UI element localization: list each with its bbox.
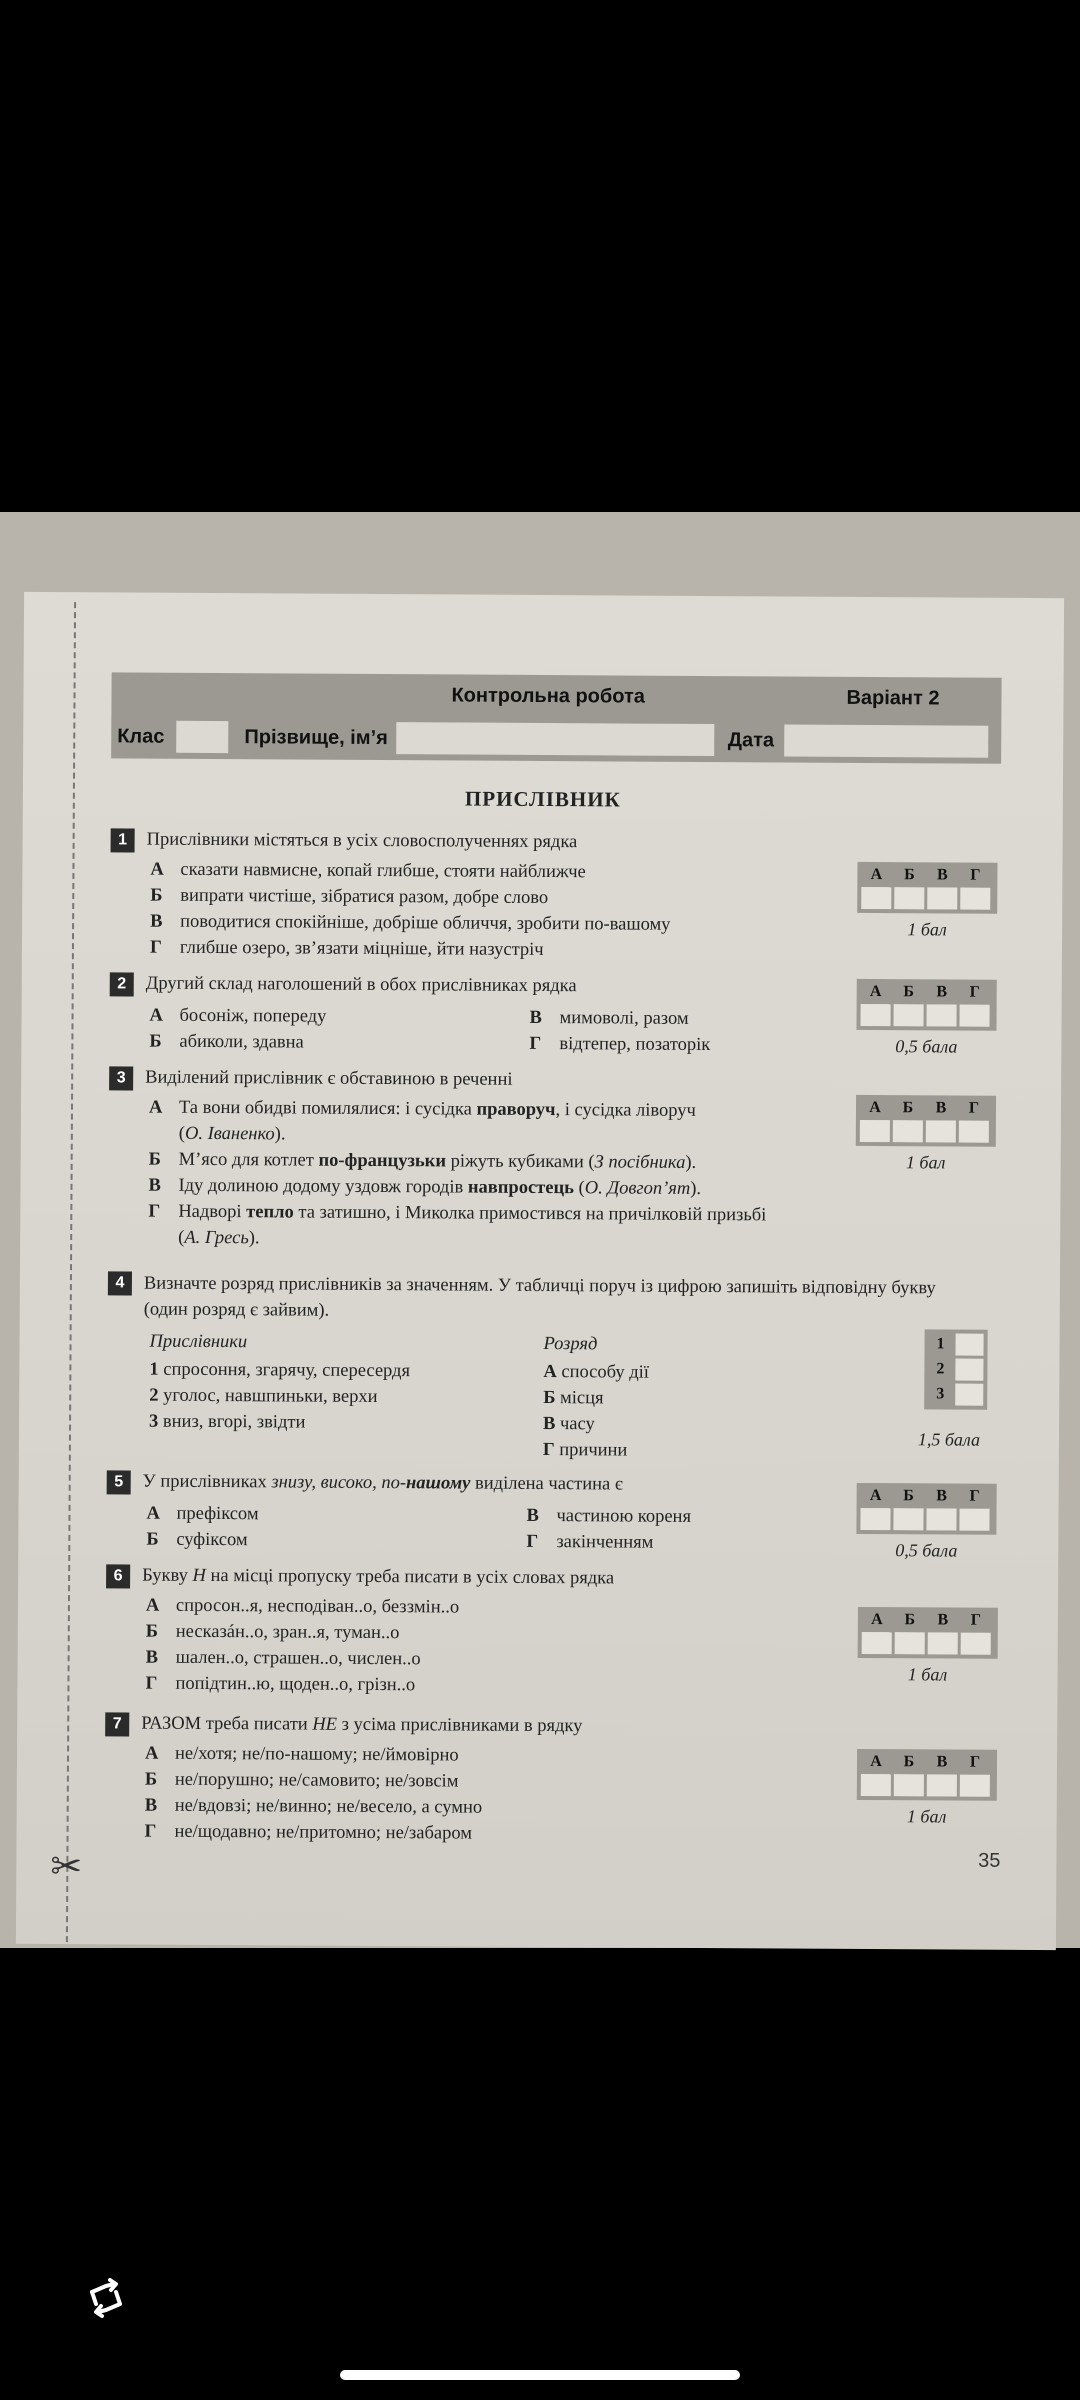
score-label: 1 бал bbox=[907, 1664, 948, 1685]
answer-cell[interactable] bbox=[894, 1004, 924, 1026]
answer-cell[interactable] bbox=[960, 888, 990, 910]
answer-box-7: А Б В Г 1 бал bbox=[857, 1749, 997, 1828]
option: Б абиколи, здавна bbox=[149, 1031, 304, 1053]
score-label: 0,5 бала bbox=[895, 1036, 958, 1057]
header-fields-row bbox=[117, 720, 988, 757]
match-cell[interactable] bbox=[955, 1334, 983, 1356]
score-label: 1 бал bbox=[906, 1806, 947, 1827]
matching-category: Б місця bbox=[543, 1388, 604, 1409]
option: В частиною кореня bbox=[526, 1505, 692, 1527]
score-label: 0,5 бала bbox=[895, 1540, 958, 1561]
option: В Іду долиною додому уздовж городів навпростець (О. Довгоп’ят). bbox=[148, 1175, 702, 1199]
header-variant: Варіант 2 bbox=[846, 686, 940, 710]
answer-cell[interactable] bbox=[927, 1774, 957, 1796]
answer-cell[interactable] bbox=[895, 1632, 925, 1654]
answer-cell[interactable] bbox=[961, 1633, 991, 1655]
option: Г відтепер, позаторік bbox=[529, 1033, 711, 1056]
worksheet-page bbox=[16, 592, 1064, 1950]
question-text: Визначте розряд прислівників за значенням. У табличці поруч із цифрою запишіть відповідну букву (один розряд є зайвим). bbox=[143, 1273, 936, 1321]
option: Г не/щодавно; не/притомно; не/забаром bbox=[144, 1821, 473, 1844]
name-field[interactable] bbox=[396, 722, 714, 756]
option: А префіксом bbox=[146, 1503, 259, 1525]
answer-cell[interactable] bbox=[927, 887, 957, 909]
option: Б не/порушно; не/самовито; не/зовсім bbox=[144, 1769, 459, 1792]
scissors-icon: ✂ bbox=[50, 1844, 83, 1889]
question-text: Букву Н на місці пропуску треба писати в усіх словах рядка bbox=[142, 1565, 615, 1589]
answer-box-3: А Б В Г 1 бал bbox=[856, 1095, 996, 1174]
score-label: 1 бал bbox=[907, 919, 947, 940]
question-1 bbox=[110, 826, 881, 965]
option: А не/хотя; не/по-нашому; не/ймовірно bbox=[144, 1743, 459, 1766]
option: Г глибше озеро, зв’язати міцніше, йти назустріч bbox=[149, 937, 544, 961]
right-column-header: Розряд bbox=[543, 1334, 598, 1355]
match-cell[interactable] bbox=[955, 1384, 983, 1406]
question-text: Прислівники містяться в усіх словосполученнях рядка bbox=[146, 829, 578, 853]
answer-cell[interactable] bbox=[894, 1774, 924, 1796]
answer-box-2: А Б В Г 0,5 бала bbox=[856, 979, 996, 1058]
answer-cell[interactable] bbox=[959, 1509, 989, 1531]
question-number: 1 bbox=[111, 828, 135, 852]
rotate-icon[interactable] bbox=[84, 2278, 128, 2318]
option: Б несказáн..о, зран..я, туман..о bbox=[145, 1621, 400, 1644]
page-number: 35 bbox=[978, 1849, 1001, 1872]
matching-item: 1 спросоння, згарячу, спересердя bbox=[149, 1359, 411, 1382]
answer-cell[interactable] bbox=[861, 1774, 891, 1796]
question-3: 3 Виділений прислівник є обставиною в реченні А Та вони обидві помилялися: і сусідка праворуч, і сусідка ліворуч (О. Іваненко). Б М’ясо для котлет по-французьки ріжуть кубиками (З посібника). В Іду долиною додому уздовж городів навпростець (О. Довгоп’ят). Г Надворі тепло та затишно, і Миколка примостився на причілковій призьбі (А. Гресь). bbox=[108, 1064, 879, 1255]
score-label: 1,5 бала bbox=[917, 1429, 981, 1450]
option: Б суфіксом bbox=[146, 1529, 248, 1551]
matching-category: В часу bbox=[543, 1414, 595, 1435]
question-text: Другий склад наголошений в обох прислівниках рядка bbox=[145, 973, 577, 997]
matching-item: 2 уголос, навшпиньки, верхи bbox=[149, 1385, 378, 1408]
option: А сказати навмисне, копай глибше, стояти найближче bbox=[150, 859, 586, 883]
answer-cell[interactable] bbox=[960, 1775, 990, 1797]
class-label: Клас bbox=[117, 724, 165, 748]
left-column-header: Прислівники bbox=[149, 1331, 248, 1353]
option: А босоніж, попереду bbox=[149, 1005, 327, 1027]
header-box bbox=[111, 672, 1002, 763]
question-text: У прислівниках знизу, високо, по-нашому виділена частина є bbox=[142, 1471, 623, 1495]
question-2: 2 Другий склад наголошений в обох прислівниках рядка А босоніж, попереду В мимоволі, разом Б абиколи, здавна Г відтепер, позаторік bbox=[109, 970, 879, 1059]
answer-cell[interactable] bbox=[893, 1508, 923, 1530]
class-field[interactable] bbox=[176, 721, 228, 753]
answer-box-5: А Б В Г 0,5 бала bbox=[856, 1483, 996, 1562]
date-label: Дата bbox=[727, 728, 775, 751]
option: В не/вдовзі; не/винно; не/весело, а сумно bbox=[144, 1795, 483, 1818]
option: Г попідтин..ю, щоден..о, грізн..о bbox=[145, 1673, 416, 1696]
option: А Та вони обидві помилялися: і сусідка праворуч, і сусідка ліворуч (О. Іваненко). bbox=[148, 1097, 696, 1145]
answer-cell[interactable] bbox=[928, 1632, 958, 1654]
score-label: 1 бал bbox=[905, 1152, 946, 1173]
option: В мимоволі, разом bbox=[529, 1007, 689, 1029]
answer-cell[interactable] bbox=[960, 1005, 990, 1027]
answer-cell[interactable] bbox=[926, 1120, 956, 1142]
answer-cell[interactable] bbox=[860, 1120, 890, 1142]
answer-cell[interactable] bbox=[861, 1004, 891, 1026]
answer-cell[interactable] bbox=[894, 887, 924, 909]
option: Б випрати чистіше, зібратися разом, добре слово bbox=[150, 885, 549, 909]
answer-box-1: А Б В Г 1 бал bbox=[857, 862, 997, 941]
question-7: 7 РАЗОМ треба писати НЕ з усіма прислівниками в рядку А не/хотя; не/по-нашому; не/ймовірно Б не/порушно; не/самовито; не/зовсім В не/вдовзі; не/винно; не/весело, а сумно Г не/щодавно; не/притомно; не/забаром bbox=[104, 1710, 875, 1849]
question-6: 6 Букву Н на місці пропуску треба писати в усіх словах рядка А спросон..я, несподіван..о, беззмін..о Б несказáн..о, зран..я, туман..о В шален..о, страшен..о, числен..о Г попідтин..ю, щоден..о, грізн..о bbox=[105, 1562, 876, 1701]
answer-cell[interactable] bbox=[927, 1004, 957, 1026]
matching-item: 3 вниз, вгорі, звідти bbox=[149, 1411, 306, 1433]
answer-cell[interactable] bbox=[893, 1120, 923, 1142]
question-4: 4 Визначте розряд прислівників за значенням. У табличці поруч із цифрою запишіть відповідну букву (один розряд є зайвим). Прислівники 1 спросоння, згарячу, спересердя 2 уголос, навшпиньки, верхи 3 вниз, вгорі, звідти Розряд А способу дії Б місця В часу Г причини bbox=[107, 1270, 968, 1465]
question-5: 5 У прислівниках знизу, високо, по-нашому виділена частина є А префіксом В частиною кореня Б суфіксом Г закінченням bbox=[106, 1468, 876, 1557]
answer-cell[interactable] bbox=[926, 1508, 956, 1530]
matching-category: А способу дії bbox=[543, 1362, 650, 1383]
option: В шален..о, страшен..о, числен..о bbox=[145, 1647, 421, 1670]
date-field[interactable] bbox=[784, 724, 988, 757]
option: Г закінченням bbox=[526, 1531, 654, 1553]
home-indicator[interactable] bbox=[340, 2370, 740, 2380]
option: Б М’ясо для котлет по-французьки ріжуть кубиками (З посібника). bbox=[148, 1149, 697, 1173]
name-label: Прізвище, ім’я bbox=[244, 725, 388, 749]
option: Г Надворі тепло та затишно, і Миколка примостився на причілковій призьбі (А. Гресь). bbox=[148, 1201, 767, 1249]
answer-box-6: А Б В Г 1 бал bbox=[857, 1607, 997, 1686]
answer-cell[interactable] bbox=[862, 1632, 892, 1654]
match-cell[interactable] bbox=[955, 1359, 983, 1381]
option: В поводитися спокійніше, добріше обличчя, зробити по-вашому bbox=[150, 911, 671, 935]
option: А спросон..я, несподіван..о, беззмін..о bbox=[145, 1595, 460, 1618]
question-text: Виділений прислівник є обставиною в реченні bbox=[145, 1067, 513, 1090]
answer-cell[interactable] bbox=[861, 887, 891, 909]
question-text: РАЗОМ треба писати НЕ з усіма прислівниками в рядку bbox=[141, 1713, 583, 1737]
answer-cell[interactable] bbox=[860, 1508, 890, 1530]
match-answer-box: 1 2 3 bbox=[924, 1329, 987, 1409]
matching-category: Г причини bbox=[542, 1440, 628, 1461]
page-title: ПРИСЛІВНИК bbox=[464, 786, 621, 812]
answer-cell[interactable] bbox=[959, 1121, 989, 1143]
header-title: Контрольна робота bbox=[451, 684, 645, 708]
